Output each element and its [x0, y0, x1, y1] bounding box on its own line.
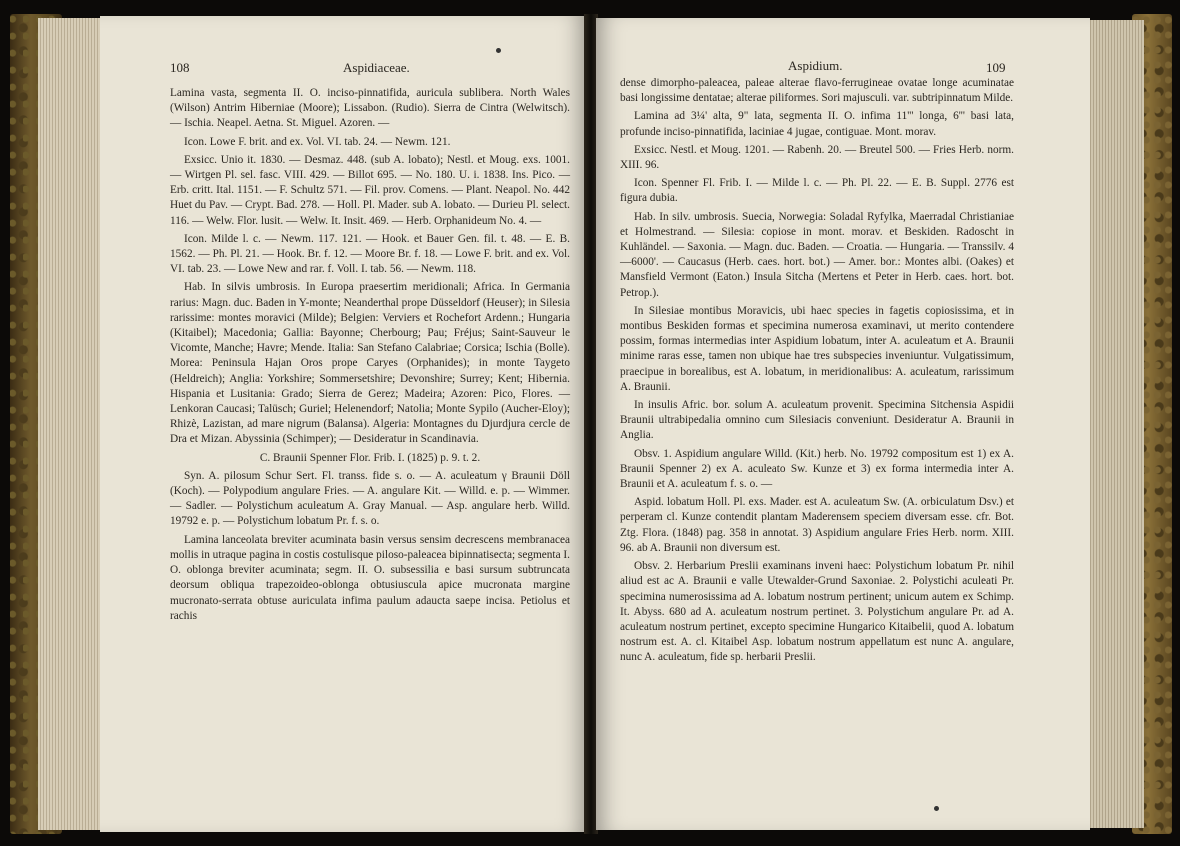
- right-page-body: [620, 76, 1014, 669]
- paragraph: Icon. Lowe F. brit. and ex. Vol. VI. tab. 24. — Newm. 121.: [184, 135, 451, 148]
- paragraph: Aspid. lobatum Holl. Pl. exs. Mader. est A. aculeatum Sw. (A. orbiculatum Dsv.) et perperam cl. Kunze contendit plantam Maderensem speciem diversam esse. cfr. Bot. Ztg. Flora. (1848) pag. 358 in annotat. 3) Aspidium angulare Fries Herb. norm. XIII. 96. ab A. Braunii non diversum est.: [620, 496, 1014, 554]
- paragraph: dense dimorpho-paleacea, paleae alterae flavo-ferrugineae ovatae longe acuminatae basi longissime dentatae; alterae piliformes. Sori majusculi. var. subtripinnatum Milde.: [620, 77, 1014, 105]
- section-heading: C. Braunii Spenner Flor. Frib. I. (1825) p. 9. t. 2.: [259, 451, 481, 464]
- left-page-body: [170, 86, 570, 627]
- paragraph: Syn. A. pilosum Schur Sert. Fl. transs. fide s. o. — A. aculeatum γ Braunii Döll (Koch). — Polypodium angulare Fries. — A. angulare Kit. — Willd. e. p. — Wimmer. — Sadler. — Polystichum aculeatum A. Gray Manual. — Asp. angulare herb. Willd. 19792 e. p. — Polystichum lobatum Pr. f. s. o.: [170, 469, 570, 528]
- running-head-left: Aspidiaceae.: [343, 60, 410, 75]
- paragraph: Lamina lanceolata breviter acuminata basin versus sensim decrescens membranacea mollis in utraque pagina in costis costulisque piloso-paleacea bipinnatisecta; segmenta I. O. oblonga breviter acuminata; segm. II. O. subsessilia e basi sursum subtruncata deorsum obliqua trapezoideo-oblonga obtusiuscula apice mucronata margine mucronato-serrata obtuse auriculata infima paulum adaucta saepe incisa. Petiolus et rachis: [170, 533, 570, 622]
- paragraph: Hab. In silv. umbrosis. Suecia, Norwegia: Soladal Ryfylka, Maerradal Christianiae et Holmestrand. — Silesia: copiose in mont. morav. et Beskiden. Radoscht in Kuhländel. — Saxonia. — Magn. duc. Baden. — Croatia. — Hungaria. — Transsilv. 4—6000'. — Caucasus (Herb. caes. hort. bot.) — Amer. bor.: Montes albi. (Oakes) et Mansfield Vermont (Eaton.) Insula Sitcha (Mertens et Peter in Herb. caes. hort. bot. Petrop.).: [620, 210, 1014, 299]
- running-head-right: Aspidium.: [788, 58, 843, 73]
- page-number-left: 108: [170, 60, 190, 75]
- paragraph: Icon. Milde l. c. — Newm. 117. 121. — Hook. et Bauer Gen. fil. t. 48. — E. B. 1562. — Ph. Pl. 21. — Hook. Br. f. 12. — Moore Br. f. 18. — Lowe F. brit. and ex. Vol. VI. tab. 23. — Lowe New and rar. f. Voll. I. tab. 56. — Newm. 118.: [170, 232, 570, 276]
- paragraph: Hab. In silvis umbrosis. In Europa praesertim meridionali; Africa. In Germania rarius: Magn. duc. Baden in Y-monte; Neanderthal prope Düsseldorf (Heuser); in Silesia rarissime: montes moravici (Milde); Belgien: Verviers et Rochefort Ardenn.; Hungaria (Kitaibel); Macedonia; Gallia: Bayonne; Cherbourg; Pau; Fréjus; Saint-Sauveur le Vicomte, Manche; Havre; Mende. Italia: San Stefano Calabriae; Corsica; Ischia (Bolle). Morea: Peninsula Hajan Oros prope Caryes (Orphanides); in monte Taygeto (Heldreich); Anglia: Yorkshire; Sommersetshire; Devonshire; Surrey; Kent; Hibernia. Hispania et Lusitania: Grado; Sierra de Gerez; Madeira; Azoren: Pico, Flores. — Lenkoran Caucasi; Talüsch; Guriel; Helenendorf; Natolia; Monte Sypilo (Aucher-Eloy); Rhizè, Lazistan, ad mare nigrum (Balansa). Algeria: Montagnes du Djurdjura cercle de Dra et Mizan. Abyssinia (Schimper); — Desideratur in Scandinavia.: [170, 281, 570, 446]
- paragraph: Obsv. 1. Aspidium angulare Willd. (Kit.) herb. No. 19792 compositum est 1) ex A. Braunii Spenner 2) ex A. aculeato Sw. Kunze et 3) ex forma intermedia inter A. Braunii et A. aculeatum f. s. o. —: [620, 447, 1014, 491]
- ink-spot: [934, 806, 939, 811]
- paragraph: Lamina ad 3¼' alta, 9" lata, segmenta II. O. infima 11''' longa, 6''' basi lata, profunde inciso-pinnatifida, laciniae 4 jugae, contiguae. Mont. morav.: [620, 110, 1014, 138]
- page-number-right: 109: [986, 60, 1006, 75]
- page-edges-left: [38, 18, 102, 830]
- paragraph: Icon. Spenner Fl. Frib. I. — Milde l. c. — Ph. Pl. 22. — E. B. Suppl. 2776 est figura dubia.: [620, 177, 1014, 205]
- right-page: [596, 18, 1090, 830]
- paragraph: Exsicc. Unio it. 1830. — Desmaz. 448. (sub A. lobato); Nestl. et Moug. exs. 1001. — Wirtgen Pl. sel. fasc. VIII. 429. — Billot 695. — No. 180. U. i. 1838. Ins. Pico. — Erb. critt. Ital. 1151. — F. Schultz 571. — Fil. prov. Comens. — Plant. Neapol. No. 442 Huet du Pav. — Crypt. Bad. 278. — Holl. Pl. Mader. sub A. lobato. — Durieu Pl. select. 116. — Welw. Flor. lusit. — Welw. It. Insit. 469. — Herb. Orphanideum No. 4. —: [170, 153, 570, 227]
- paragraph: Exsicc. Nestl. et Moug. 1201. — Rabenh. 20. — Breutel 500. — Fries Herb. norm. XIII. 96.: [620, 143, 1014, 172]
- page-edges-right: [1088, 20, 1144, 828]
- paragraph: Lamina vasta, segmenta II. O. inciso-pinnatifida, auricula sublibera. North Wales (Wilson) Antrim Hiberniae (Moore); Lissabon. (Rudio). Sierra de Cintra (Welwitsch). — Ischia. Neapel. Aetna. St. Miguel. Azoren. —: [170, 87, 570, 130]
- paragraph: Obsv. 2. Herbarium Preslii examinans inveni haec: Polystichum lobatum Pr. nihil aliud est ac A. Braunii e valle Utewalder-Grund Saxoniae. 2. Polystichi aculeati Pr. specimina numerosissima ad A. lobatum nostrum pertinent; unicum autem ex Schimp. It. Abyss. 680 ad A. aculeatum nostrum pertinet. 3. Polystichum angulare Pr. ad A. aculeatum nostrum pertinet, excepto specimine Hungarico Kitaibelii, quod A. lobatum nostrum est. A. cl. Kitaibel Asp. lobatum nostrum appellatum est nunc A. angulare, nunc A. aculeatum, fide sp. herbarii Preslii.: [620, 560, 1014, 664]
- paragraph: In insulis Afric. bor. solum A. aculeatum provenit. Specimina Sitchensia Aspidii Braunii ultrabipedalia omnino cum Silesiacis conveniunt. Desideratur A. Braunii in Anglia.: [620, 399, 1014, 442]
- paragraph: In Silesiae montibus Moravicis, ubi haec species in fagetis copiosissima, et in montibus Beskiden formas et specimina numerosa examinavi, ut merito contendere possim, formas intermedias inter Aspidium lobatum, inter A. aculeatum et A. Braunii minime raras esse, tamen non ubique hae tres subspecies inveniuntur. Vulgatissimum, praecipue in borealibus, est A. lobatum, in meridionalibus: A. aculeatum, rarissimum A. Braunii.: [620, 304, 1014, 393]
- ink-spot: [496, 48, 501, 53]
- left-page: [100, 16, 586, 832]
